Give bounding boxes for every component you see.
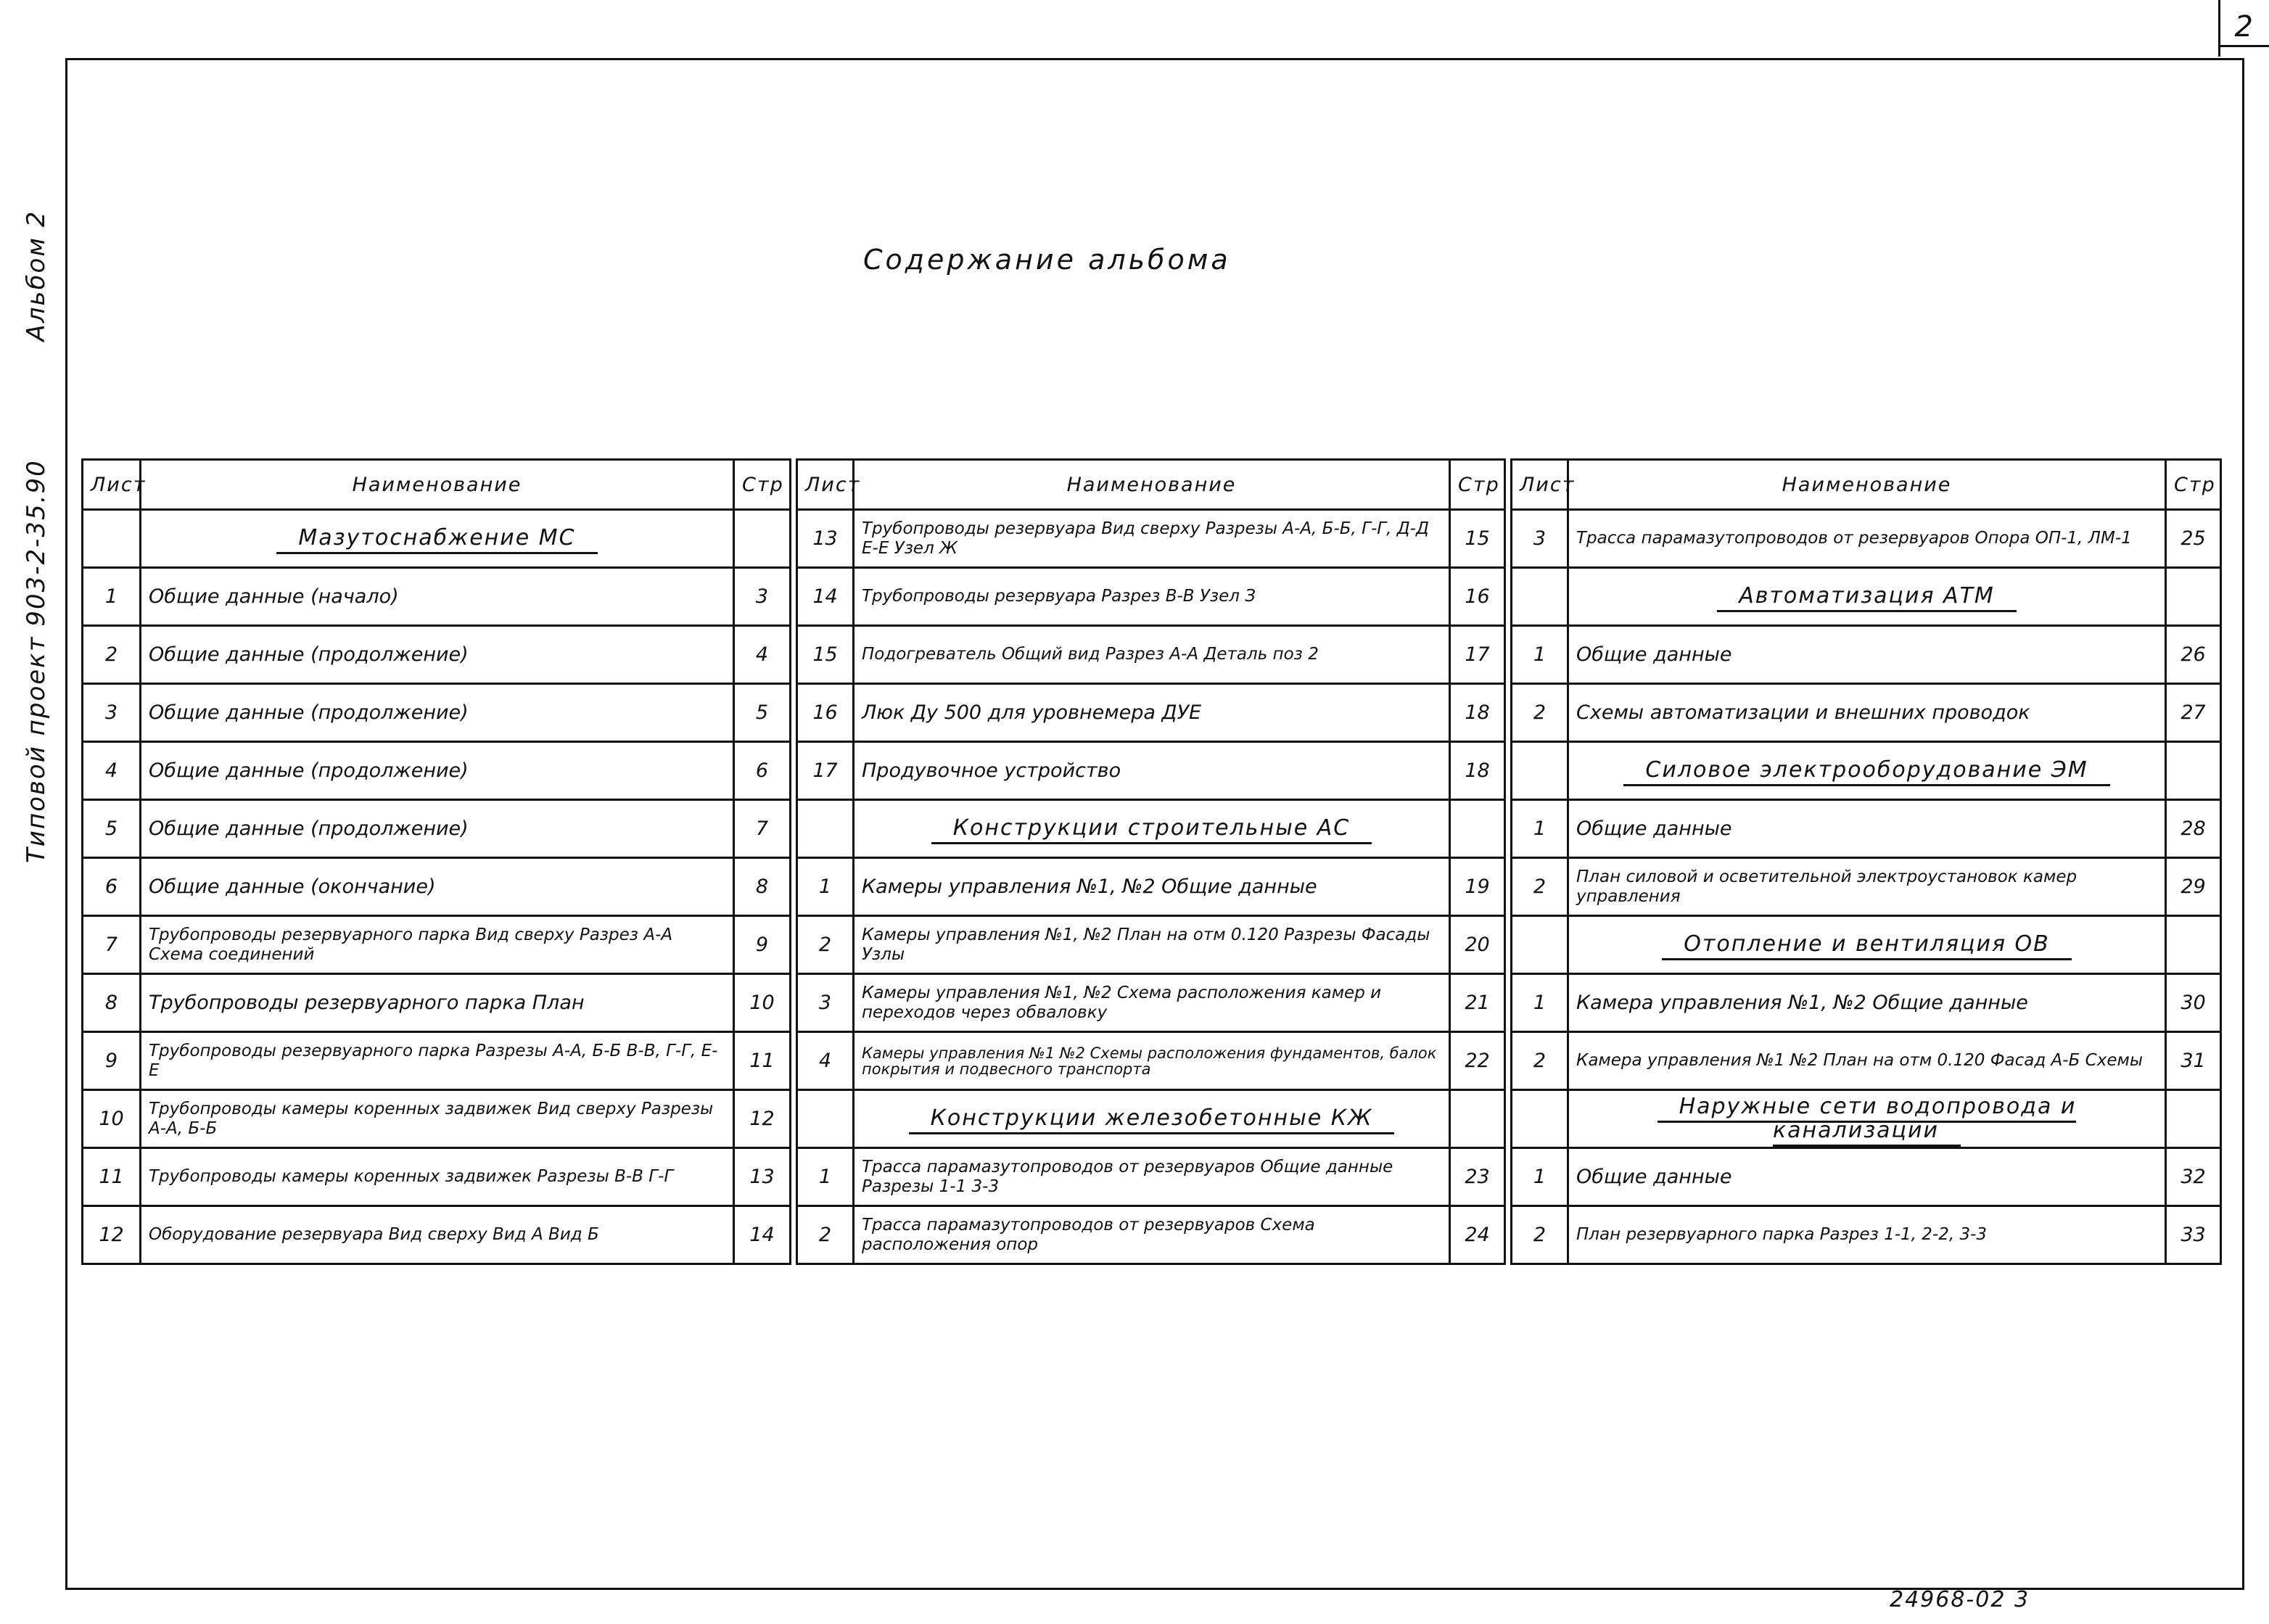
section-row bbox=[797, 800, 1505, 858]
name-cell: Трубопроводы камеры коренных задвижек Разрезы В-В Г-Г bbox=[141, 1148, 734, 1206]
page-cell: 21 bbox=[1450, 974, 1505, 1032]
table-row bbox=[797, 742, 1505, 800]
sheet-cell: 2 bbox=[797, 1206, 854, 1264]
page-cell: 14 bbox=[734, 1206, 791, 1264]
name-cell: Общие данные bbox=[1568, 1148, 2166, 1206]
table-row bbox=[1512, 626, 2221, 684]
name-cell: Общие данные (продолжение) bbox=[141, 626, 734, 684]
name-cell: Продувочное устройство bbox=[854, 742, 1450, 800]
sheet-cell: 9 bbox=[83, 1032, 141, 1090]
page-cell: 6 bbox=[734, 742, 791, 800]
sheet-cell: 1 bbox=[1512, 800, 1568, 858]
table-row bbox=[1512, 858, 2221, 916]
section-row bbox=[1512, 1090, 2221, 1148]
page-cell: 25 bbox=[2166, 510, 2221, 568]
name-cell: Трубопроводы резервуарного парка План bbox=[141, 974, 734, 1032]
page-cell: 31 bbox=[2166, 1032, 2221, 1090]
section-title: Отопление и вентиляция ОВ bbox=[1662, 931, 2071, 960]
page-cell: 27 bbox=[2166, 684, 2221, 742]
toc-table-2 bbox=[796, 458, 1506, 1265]
header-page: Стр bbox=[2166, 460, 2221, 510]
sheet-cell: 5 bbox=[83, 800, 141, 858]
name-cell: План резервуарного парка Разрез 1-1, 2-2, 3-3 bbox=[1568, 1206, 2166, 1264]
section-title: Мазутоснабжение МС bbox=[276, 525, 597, 554]
sheet-cell bbox=[83, 510, 141, 568]
table-row bbox=[797, 1148, 1505, 1206]
table-header bbox=[1512, 460, 2221, 510]
page-number-frame bbox=[2218, 0, 2220, 57]
album-label: Альбом 2 bbox=[22, 210, 51, 342]
header-name: Наименование bbox=[854, 460, 1450, 510]
toc-table-1 bbox=[81, 458, 791, 1265]
section-row bbox=[1512, 916, 2221, 974]
page-cell: 10 bbox=[734, 974, 791, 1032]
table-row bbox=[797, 858, 1505, 916]
table-row bbox=[83, 684, 791, 742]
table-row bbox=[797, 684, 1505, 742]
name-cell: Люк Ду 500 для уровнемера ДУЕ bbox=[854, 684, 1450, 742]
name-cell: Общие данные (окончание) bbox=[141, 858, 734, 916]
name-cell: Камеры управления №1, №2 Общие данные bbox=[854, 858, 1450, 916]
table-row bbox=[83, 916, 791, 974]
sheet-cell bbox=[1512, 742, 1568, 800]
name-cell bbox=[1568, 1090, 2166, 1148]
name-cell bbox=[854, 800, 1450, 858]
page-cell: 16 bbox=[1450, 568, 1505, 626]
table-row bbox=[83, 1148, 791, 1206]
page-title: Содержание альбома bbox=[863, 244, 1231, 276]
sheet-cell: 15 bbox=[797, 626, 854, 684]
name-cell: Камеры управления №1, №2 Схема расположения камер и переходов через обваловку bbox=[854, 974, 1450, 1032]
section-title: Наружные сети водопровода и канализации bbox=[1658, 1094, 2077, 1147]
section-title: Автоматизация АТМ bbox=[1717, 583, 2017, 612]
name-cell: Трубопроводы резервуара Вид сверху Разрезы А-А, Б-Б, Г-Г, Д-Д Е-Е Узел Ж bbox=[854, 510, 1450, 568]
header-name: Наименование bbox=[141, 460, 734, 510]
sheet-cell: 1 bbox=[1512, 1148, 1568, 1206]
page-number: 2 bbox=[2234, 10, 2253, 44]
page-cell bbox=[1450, 800, 1505, 858]
name-cell: Трубопроводы камеры коренных задвижек Вид сверху Разрезы А-А, Б-Б bbox=[141, 1090, 734, 1148]
page-cell: 9 bbox=[734, 916, 791, 974]
sheet-cell: 16 bbox=[797, 684, 854, 742]
table-row bbox=[83, 974, 791, 1032]
name-cell bbox=[854, 1090, 1450, 1148]
name-cell bbox=[1568, 568, 2166, 626]
table-row bbox=[1512, 974, 2221, 1032]
page-cell: 26 bbox=[2166, 626, 2221, 684]
name-cell bbox=[141, 510, 734, 568]
document-code: 24968-02 3 bbox=[1890, 1587, 2030, 1612]
table-row bbox=[83, 626, 791, 684]
sheet-cell: 4 bbox=[797, 1032, 854, 1090]
name-cell: Трубопроводы резервуара Разрез В-В Узел З bbox=[854, 568, 1450, 626]
name-cell bbox=[1568, 742, 2166, 800]
name-cell: Камеры управления №1 №2 Схемы расположения фундаментов, балок покрытия и подвесного транспорта bbox=[854, 1032, 1450, 1090]
name-cell: Камера управления №1 №2 План на отм 0.120 Фасад А-Б Схемы bbox=[1568, 1032, 2166, 1090]
section-row bbox=[1512, 742, 2221, 800]
page-cell: 3 bbox=[734, 568, 791, 626]
table-row bbox=[83, 1206, 791, 1264]
table-row bbox=[797, 974, 1505, 1032]
table-row bbox=[1512, 684, 2221, 742]
sheet-cell: 1 bbox=[1512, 626, 1568, 684]
table-row bbox=[83, 1090, 791, 1148]
sheet-cell: 2 bbox=[1512, 1206, 1568, 1264]
name-cell: Схемы автоматизации и внешних проводок bbox=[1568, 684, 2166, 742]
table-row bbox=[1512, 1032, 2221, 1090]
name-cell: Общие данные bbox=[1568, 626, 2166, 684]
table-row bbox=[797, 510, 1505, 568]
header-sheet: Лист bbox=[1512, 460, 1568, 510]
section-title: Конструкции строительные АС bbox=[931, 815, 1372, 844]
sheet-cell: 2 bbox=[1512, 684, 1568, 742]
sheet-cell: 1 bbox=[1512, 974, 1568, 1032]
page-cell: 33 bbox=[2166, 1206, 2221, 1264]
table-row bbox=[1512, 800, 2221, 858]
sheet-cell bbox=[1512, 568, 1568, 626]
sheet-cell bbox=[1512, 1090, 1568, 1148]
page-cell: 32 bbox=[2166, 1148, 2221, 1206]
toc-table-3 bbox=[1510, 458, 2222, 1265]
name-cell: Камера управления №1, №2 Общие данные bbox=[1568, 974, 2166, 1032]
table-row bbox=[1512, 1206, 2221, 1264]
page-cell: 5 bbox=[734, 684, 791, 742]
sheet-cell: 13 bbox=[797, 510, 854, 568]
page-cell: 7 bbox=[734, 800, 791, 858]
sheet-cell: 7 bbox=[83, 916, 141, 974]
name-cell: Общие данные (продолжение) bbox=[141, 742, 734, 800]
sheet-cell bbox=[797, 1090, 854, 1148]
sheet-cell: 2 bbox=[1512, 1032, 1568, 1090]
table-row bbox=[83, 858, 791, 916]
table-header bbox=[83, 460, 791, 510]
page-cell: 18 bbox=[1450, 742, 1505, 800]
page-number-rule bbox=[2220, 45, 2269, 47]
name-cell: Общие данные (продолжение) bbox=[141, 800, 734, 858]
sheet-cell: 11 bbox=[83, 1148, 141, 1206]
table-row bbox=[83, 800, 791, 858]
page-cell: 12 bbox=[734, 1090, 791, 1148]
project-label: Типовой проект 903-2-35.90 bbox=[22, 459, 51, 863]
page-cell bbox=[2166, 916, 2221, 974]
header-name: Наименование bbox=[1568, 460, 2166, 510]
table-row bbox=[797, 916, 1505, 974]
page-cell: 24 bbox=[1450, 1206, 1505, 1264]
sheet-cell: 3 bbox=[1512, 510, 1568, 568]
sheet-cell bbox=[797, 800, 854, 858]
table-row bbox=[83, 568, 791, 626]
section-title: Конструкции железобетонные КЖ bbox=[909, 1105, 1395, 1134]
name-cell bbox=[1568, 916, 2166, 974]
sheet-cell: 8 bbox=[83, 974, 141, 1032]
page-cell: 15 bbox=[1450, 510, 1505, 568]
page-cell: 28 bbox=[2166, 800, 2221, 858]
table-row bbox=[83, 742, 791, 800]
page-cell bbox=[734, 510, 791, 568]
name-cell: Трубопроводы резервуарного парка Разрезы А-А, Б-Б В-В, Г-Г, Е-Е bbox=[141, 1032, 734, 1090]
table-row bbox=[797, 1206, 1505, 1264]
page-cell: 29 bbox=[2166, 858, 2221, 916]
page-cell: 4 bbox=[734, 626, 791, 684]
page-cell: 8 bbox=[734, 858, 791, 916]
header-sheet: Лист bbox=[83, 460, 141, 510]
sheet-cell: 6 bbox=[83, 858, 141, 916]
sheet-cell: 2 bbox=[797, 916, 854, 974]
section-row bbox=[1512, 568, 2221, 626]
name-cell: Трасса парамазутопроводов от резервуаров Схема расположения опор bbox=[854, 1206, 1450, 1264]
sheet-cell: 1 bbox=[797, 858, 854, 916]
section-title: Силовое электрооборудование ЭМ bbox=[1623, 757, 2109, 786]
side-label bbox=[22, 102, 51, 863]
page-cell bbox=[2166, 742, 2221, 800]
sheet-cell: 3 bbox=[797, 974, 854, 1032]
header-sheet: Лист bbox=[797, 460, 854, 510]
name-cell: Трубопроводы резервуарного парка Вид сверху Разрез А-А Схема соединений bbox=[141, 916, 734, 974]
section-row bbox=[797, 1090, 1505, 1148]
name-cell: Общие данные (начало) bbox=[141, 568, 734, 626]
sheet-cell: 1 bbox=[797, 1148, 854, 1206]
sheet-cell: 3 bbox=[83, 684, 141, 742]
table-row bbox=[1512, 1148, 2221, 1206]
name-cell: Трасса парамазутопроводов от резервуаров Общие данные Разрезы 1-1 3-3 bbox=[854, 1148, 1450, 1206]
page-cell bbox=[2166, 1090, 2221, 1148]
name-cell: Камеры управления №1, №2 План на отм 0.120 Разрезы Фасады Узлы bbox=[854, 916, 1450, 974]
sheet-cell: 1 bbox=[83, 568, 141, 626]
page-cell: 20 bbox=[1450, 916, 1505, 974]
page-cell: 11 bbox=[734, 1032, 791, 1090]
name-cell: Общие данные (продолжение) bbox=[141, 684, 734, 742]
name-cell: Оборудование резервуара Вид сверху Вид А Вид Б bbox=[141, 1206, 734, 1264]
sheet-cell: 12 bbox=[83, 1206, 141, 1264]
page-cell: 30 bbox=[2166, 974, 2221, 1032]
sheet-cell: 17 bbox=[797, 742, 854, 800]
header-page: Стр bbox=[734, 460, 791, 510]
page-cell: 18 bbox=[1450, 684, 1505, 742]
table-row bbox=[1512, 510, 2221, 568]
header-page: Стр bbox=[1450, 460, 1505, 510]
table-row bbox=[797, 568, 1505, 626]
section-row bbox=[83, 510, 791, 568]
sheet-cell bbox=[1512, 916, 1568, 974]
name-cell: Общие данные bbox=[1568, 800, 2166, 858]
sheet-cell: 14 bbox=[797, 568, 854, 626]
name-cell: План силовой и осветительной электроустановок камер управления bbox=[1568, 858, 2166, 916]
table-row bbox=[83, 1032, 791, 1090]
table-header bbox=[797, 460, 1505, 510]
sheet-cell: 2 bbox=[1512, 858, 1568, 916]
page-cell bbox=[2166, 568, 2221, 626]
page-cell: 19 bbox=[1450, 858, 1505, 916]
table-row bbox=[797, 626, 1505, 684]
page-cell bbox=[1450, 1090, 1505, 1148]
sheet-cell: 2 bbox=[83, 626, 141, 684]
name-cell: Подогреватель Общий вид Разрез А-А Деталь поз 2 bbox=[854, 626, 1450, 684]
page-cell: 23 bbox=[1450, 1148, 1505, 1206]
page-cell: 17 bbox=[1450, 626, 1505, 684]
name-cell: Трасса парамазутопроводов от резервуаров Опора ОП-1, ЛМ-1 bbox=[1568, 510, 2166, 568]
sheet-cell: 4 bbox=[83, 742, 141, 800]
sheet-cell: 10 bbox=[83, 1090, 141, 1148]
page-cell: 22 bbox=[1450, 1032, 1505, 1090]
page-cell: 13 bbox=[734, 1148, 791, 1206]
table-row bbox=[797, 1032, 1505, 1090]
